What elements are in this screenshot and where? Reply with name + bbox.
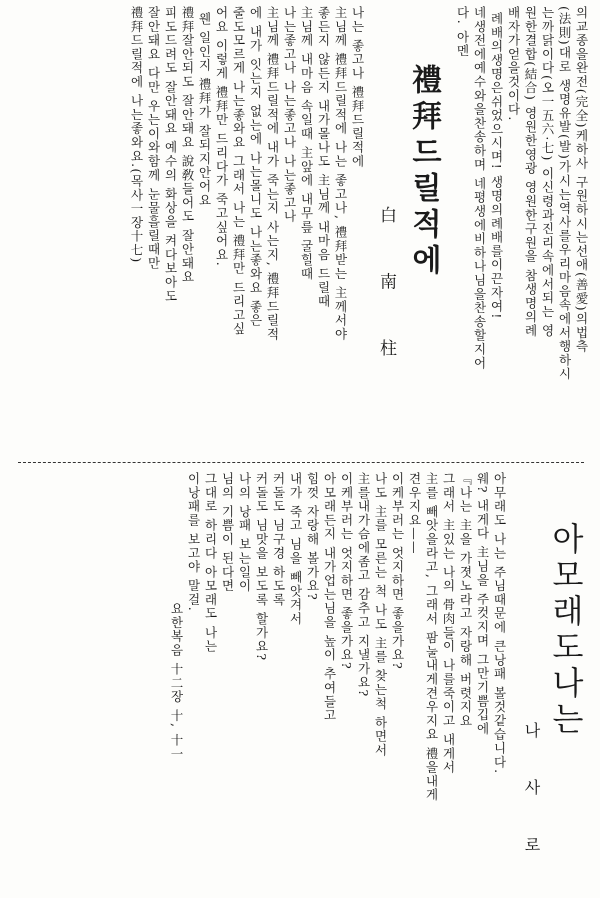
poem1-line: 主님께 내마음 속일때 主앞에 내무릎 굴힐때 <box>299 6 314 281</box>
intro-line: 네생전에예수와을찬송하며 네평생에비하나님을찬송할지어 <box>472 6 487 371</box>
intro-line: 는까닭이다(오一五六·七) 이신령과진리속에서되는 영 <box>540 6 555 338</box>
poem1-line: 에 내가 잇는지 없는에 나는몰니도 나는좋와요 좋은 <box>248 6 263 328</box>
poem2-line: 견우지요—— <box>407 472 422 555</box>
poem1-line: 웬 일인지 禮拜가 잘되지안어요 <box>197 12 212 208</box>
poem2-line: 님의 기쁨이 된다면 <box>220 472 235 593</box>
poem2-line: 이케부러는 엇지하면 좋을가요? <box>339 472 354 670</box>
poem1-line: 어요 이렇게 禮拜만 드리다가 죽고싶어요. <box>214 6 229 267</box>
intro-line: 다. 아멘 <box>455 6 470 58</box>
poem1-line: 主님께 禮拜드릴적에 내가 죽는지 사는지, 禮拜드릴적 <box>265 6 280 342</box>
poem2-line: 主를 빼앗을라고, 그래서 팜눌내게견우지요 禮을내게 <box>424 472 439 802</box>
poem2-line: 主를내가슴에좀고 감추고 지낼가요? <box>356 472 371 698</box>
poem2-line: 이낭패를 보고야 말걸. <box>186 472 201 613</box>
poem1-line: 줄도모르게 나는좋와요 그래서 나는 禮拜만 드리고싶 <box>231 6 246 336</box>
poem1-line: 禮拜드릴적에 나는좋와요.(목사一장十七) <box>129 6 144 264</box>
poem2-line: 그래서 主있는 나의 骨肉들이 나를죽이고 내게서 <box>441 472 456 775</box>
poem1-line: 나는좋고나 나는좋고나 나는좋고나 <box>282 6 297 224</box>
poem2-line: 『나는 主을 가졋노라고 자랑해 버렷지요 <box>458 472 473 728</box>
poem2-line: 힘껏 자랑해 볼가요? <box>305 472 320 601</box>
poem1-author: 白 南 柱 <box>376 206 396 378</box>
bottom-section <box>10 472 590 892</box>
poem2-line: 웨? 내게다 主님을 주컷지며 그만기쁨깁에 <box>475 472 490 736</box>
poem2-line: 그대로 하리다 아모래도 나는 <box>203 472 218 654</box>
poem2-title: 아모래도나는 <box>547 522 585 738</box>
poem2-line: 내가 죽고 님을 빼앗겨서 <box>288 472 303 626</box>
intro-line: 례배의생명은쉬었으시며! 생명의례배를이끈자여! <box>489 12 504 320</box>
poem1-line: 피도드려도 잘안돼요 예수의 화상을 켜다보아도 <box>163 6 178 304</box>
poem1-line: 禮拜잘안되도 잘안돼요 說敎들어도 잘안돼요 <box>180 6 195 285</box>
intro-line: 배자가얻을것이다. <box>506 6 521 122</box>
poem2-line: 커돌도 님구경 하도록 <box>271 472 286 607</box>
poem2-line: 커돌도 님맛을 보도록 할가요? <box>254 472 269 662</box>
poem1-line: 잘안돼요 다만 우는이와함께 눈물흘릴때만 <box>146 6 161 271</box>
poem2-author: 나 사 로 <box>522 722 541 871</box>
top-section <box>10 6 590 456</box>
intro-line: 의교종을완전(完全)케하사 구원하시는선애(善愛)의법측 <box>574 6 589 354</box>
poem2-line: 아모래든지 내가업는님을 높이 추여들고 <box>322 472 337 723</box>
poem1-line: 좋든지 않든지 내가몰나도 主님께 내마음 드릴때 <box>316 6 331 309</box>
poem1-line: 나는 좋고나 禮拜드릴적에 <box>350 6 365 169</box>
intro-line: (法則)대로 생명유발(발)가시는역사를우리마음속에서행하시 <box>557 6 572 381</box>
intro-line: 원한결합(結合) 영원한영광 영원한구원을 참생명의례 <box>523 6 538 338</box>
poem1-title: 禮拜드릴적에 <box>406 64 441 280</box>
section-divider <box>18 462 584 463</box>
bottom-vertical-text <box>164 472 590 892</box>
poem2-line: 나의 낭패 보는일이 <box>237 472 252 593</box>
top-vertical-text <box>128 6 590 456</box>
poem2-source: 요한복음 十二장 十, 十一 <box>169 602 184 762</box>
poem2-line: 아무래도 나는 주님때문에 큰낭패 볼것같습니다. <box>492 472 507 775</box>
poem2-line: 나도 主를 모른는 척 나도 主를 찾는척 하면서 <box>373 472 388 758</box>
poem1-line: 主님께 禮拜드릴적에 나는 좋고나, 禮拜받는 主께서야 <box>333 6 348 342</box>
poem2-line: 이케부러는 엇지하면 좋을가요? <box>390 472 405 670</box>
